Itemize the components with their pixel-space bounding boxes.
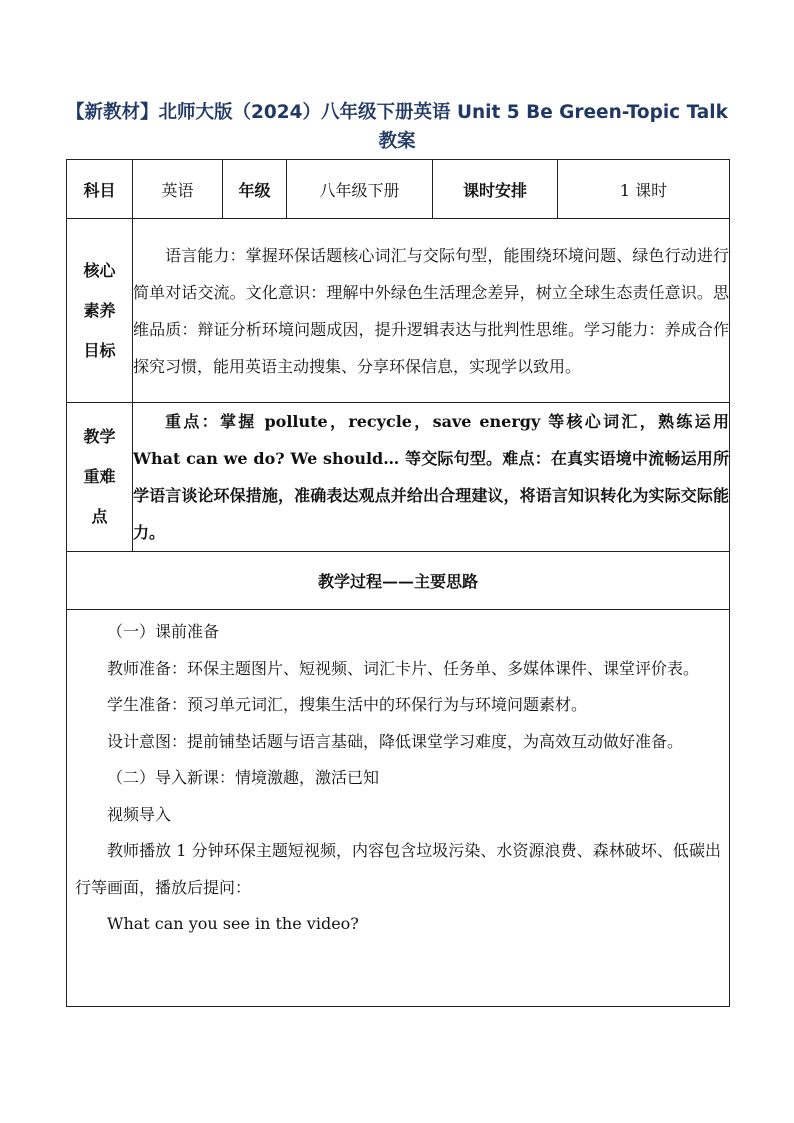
section-heading-prep: （一）课前准备 xyxy=(107,622,220,641)
key-points-label: 教学 重难 点 xyxy=(67,403,133,552)
process-heading: 教学过程——主要思路 xyxy=(67,552,730,610)
process-heading-row xyxy=(67,552,730,610)
grade-label: 年级 xyxy=(223,160,287,219)
core-goals-label: 核心 素养 目标 xyxy=(67,219,133,403)
process-content-row xyxy=(67,610,730,1007)
paragraph: What can you see in the video? xyxy=(107,914,359,933)
core-goals-row xyxy=(67,219,730,403)
paragraph: 教师播放 1 分钟环保主题短视频，内容包含垃圾污染、水资源浪费、森林破坏、低碳出行等画面，播放后提问： xyxy=(75,841,721,897)
paragraph: 教师准备：环保主题图片、短视频、词汇卡片、任务单、多媒体课件、课堂评价表。 xyxy=(107,658,700,678)
paragraph: 设计意图：提前铺垫话题与语言基础，降低课堂学习难度，为高效互动做好准备。 xyxy=(107,731,684,751)
info-row xyxy=(67,160,730,219)
process-content xyxy=(67,610,730,1007)
subject-label: 科目 xyxy=(67,160,133,219)
key-points-content: 重点：掌握 pollute，recycle，save energy 等核心词汇，熟练运用 What can we do? We should… 等交际句型。难点：在真实语境中流畅运用所学语言谈论环保措施，准确表达观点并给出合理建议，将语言知识转化为实际交际能力。 xyxy=(133,403,730,552)
grade-value: 八年级下册 xyxy=(287,160,433,219)
title-line-1: 【新教材】北师大版（2024）八年级下册英语 Unit 5 Be Green-Topic Talk xyxy=(66,102,728,123)
period-value: 1 课时 xyxy=(558,160,730,219)
paragraph: 学生准备：预习单元词汇，搜集生活中的环保行为与环境问题素材。 xyxy=(107,695,588,714)
key-points-row xyxy=(67,403,730,552)
document-title xyxy=(60,98,734,156)
subject-value: 英语 xyxy=(133,160,223,219)
title-line-2: 教案 xyxy=(378,131,416,152)
period-label: 课时安排 xyxy=(433,160,558,219)
paragraph: 视频导入 xyxy=(107,804,172,824)
lesson-plan-table xyxy=(66,159,730,1007)
core-goals-content: 语言能力：掌握环保话题核心词汇与交际句型，能围绕环境问题、绿色行动进行简单对话交流。文化意识：理解中外绿色生活理念差异，树立全球生态责任意识。思维品质：辩证分析环境问题成因，提升逻辑表达与批判性思维。学习能力：养成合作探究习惯，能用英语主动搜集、分享环保信息，实现学以致用。 xyxy=(133,219,730,403)
section-heading-intro: （二）导入新课：情境激趣，激活已知 xyxy=(107,768,380,787)
